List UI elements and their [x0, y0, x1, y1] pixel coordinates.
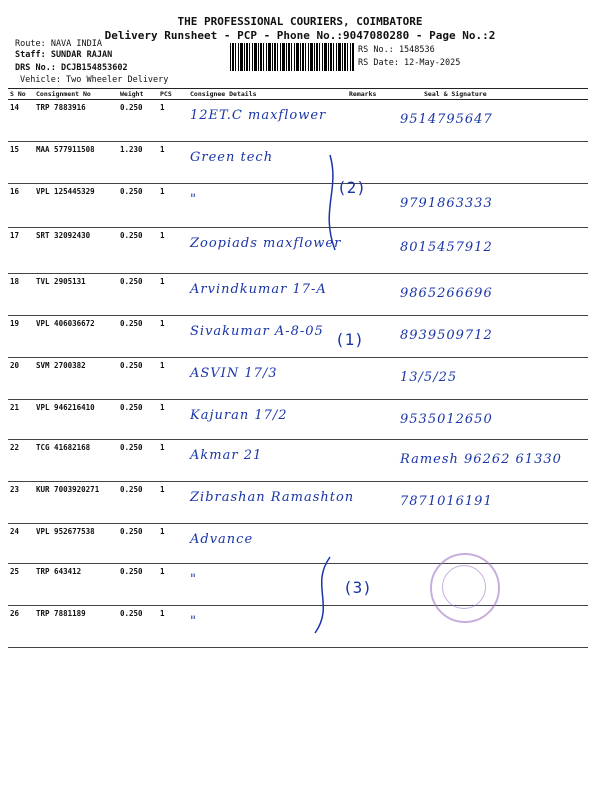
cell-sno: 17 — [8, 228, 34, 274]
cell-sno: 20 — [8, 358, 34, 400]
cell-remarks — [347, 524, 406, 564]
cell-weight: 1.230 — [118, 142, 158, 184]
handwritten-signature: 7871016191 — [400, 494, 493, 509]
cell-pcs: 1 — [158, 524, 188, 564]
cell-weight: 0.250 — [118, 482, 158, 524]
drs-label: DRS No.: DCJB154853602 — [15, 63, 128, 73]
cell-pcs: 1 — [158, 100, 188, 142]
cell-consignment: VPL 946216410 — [34, 400, 118, 440]
handwritten-consignee: Zibrashan Ramashton — [190, 490, 355, 505]
handwritten-consignee: Advance — [190, 532, 254, 547]
cell-remarks — [347, 482, 406, 524]
table-header-row — [8, 89, 588, 100]
cell-sno: 18 — [8, 274, 34, 316]
cell-pcs: 1 — [158, 274, 188, 316]
staff-label: Staff: SUNDAR RAJAN — [15, 50, 113, 60]
cell-weight: 0.250 — [118, 440, 158, 482]
handwritten-consignee: Kajuran 17/2 — [190, 408, 288, 423]
cell-remarks — [347, 100, 406, 142]
cell-consignment: VPL 125445329 — [34, 184, 118, 228]
remark-circle-b: (1) — [335, 330, 364, 349]
handwritten-signature: 9514795647 — [400, 112, 493, 127]
cell-signature — [406, 606, 588, 648]
handwritten-consignee: " — [190, 192, 197, 207]
col-remarks: Remarks — [347, 89, 406, 100]
table-row — [8, 564, 588, 606]
office-seal-stamp — [430, 553, 500, 623]
handwritten-consignee: Sivakumar A-8-05 — [190, 324, 324, 339]
document-subtitle: Delivery Runsheet - PCP - Phone No.:9047080280 - Page No.:2 — [104, 29, 496, 42]
handwritten-signature: 9791863333 — [400, 196, 493, 211]
col-sno: S No — [8, 89, 34, 100]
table-row — [8, 142, 588, 184]
cell-pcs: 1 — [158, 316, 188, 358]
cell-remarks — [347, 274, 406, 316]
cell-weight: 0.250 — [118, 358, 158, 400]
cell-pcs: 1 — [158, 184, 188, 228]
handwritten-signature: 8015457912 — [400, 240, 493, 255]
col-signature: Seal & Signature — [406, 89, 588, 100]
cell-pcs: 1 — [158, 606, 188, 648]
handwritten-consignee: ASVIN 17/3 — [190, 366, 278, 381]
handwritten-consignee: Arvindkumar 17-A — [190, 282, 327, 297]
cell-consignment: SRT 32092430 — [34, 228, 118, 274]
cell-sno: 16 — [8, 184, 34, 228]
cell-sno: 25 — [8, 564, 34, 606]
handwritten-consignee: Akmar 21 — [190, 448, 263, 463]
cell-consignment: TRP 7883916 — [34, 100, 118, 142]
handwritten-signature: Ramesh 96262 61330 — [400, 452, 562, 467]
col-consignee: Consignee Details — [188, 89, 347, 100]
handwritten-signature: 13/5/25 — [400, 370, 458, 385]
cell-consignment: KUR 7003920271 — [34, 482, 118, 524]
cell-consignment: TRP 7881189 — [34, 606, 118, 648]
cell-weight: 0.250 — [118, 564, 158, 606]
cell-consignment: VPL 406036672 — [34, 316, 118, 358]
col-consignment: Consignment No — [34, 89, 118, 100]
cell-pcs: 1 — [158, 400, 188, 440]
cell-pcs: 1 — [158, 142, 188, 184]
cell-signature — [406, 142, 588, 184]
cell-sno: 24 — [8, 524, 34, 564]
bracket-mark-a — [300, 150, 340, 260]
handwritten-consignee: Green tech — [190, 150, 274, 165]
cell-pcs: 1 — [158, 482, 188, 524]
rs-number: RS No.: 1548536 — [358, 45, 435, 55]
cell-consignment: MAA 577911508 — [34, 142, 118, 184]
table-row — [8, 400, 588, 440]
handwritten-consignee: " — [190, 572, 197, 587]
cell-remarks — [347, 606, 406, 648]
cell-remarks — [347, 358, 406, 400]
rs-info — [358, 44, 460, 70]
cell-weight: 0.250 — [118, 274, 158, 316]
cell-sno: 22 — [8, 440, 34, 482]
cell-sno: 19 — [8, 316, 34, 358]
cell-weight: 0.250 — [118, 100, 158, 142]
rs-date: RS Date: 12-May-2025 — [358, 58, 461, 68]
cell-sno: 21 — [8, 400, 34, 440]
cell-weight: 0.250 — [118, 184, 158, 228]
cell-weight: 0.250 — [118, 606, 158, 648]
cell-weight: 0.250 — [118, 400, 158, 440]
bracket-mark-c — [305, 555, 345, 635]
cell-weight: 0.250 — [118, 524, 158, 564]
handwritten-signature: 9865266696 — [400, 286, 493, 301]
handwritten-consignee: " — [190, 614, 197, 629]
cell-weight: 0.250 — [118, 228, 158, 274]
cell-pcs: 1 — [158, 228, 188, 274]
handwritten-consignee: 12ET.C maxflower — [190, 108, 327, 123]
cell-sno: 14 — [8, 100, 34, 142]
table-row — [8, 358, 588, 400]
runsheet-table — [8, 88, 588, 648]
cell-remarks — [347, 400, 406, 440]
table-row — [8, 524, 588, 564]
cell-consignment: SVM 2700382 — [34, 358, 118, 400]
cell-consignment: TRP 643412 — [34, 564, 118, 606]
cell-weight: 0.250 — [118, 316, 158, 358]
handwritten-signature: 8939509712 — [400, 328, 493, 343]
cell-remarks — [347, 440, 406, 482]
handwritten-consignee: Zoopiads maxflower — [190, 236, 342, 251]
table-row — [8, 184, 588, 228]
cell-pcs: 1 — [158, 440, 188, 482]
cell-consignment: TCG 41682168 — [34, 440, 118, 482]
vehicle-label: Vehicle: Two Wheeler Delivery — [20, 75, 169, 85]
cell-sno: 15 — [8, 142, 34, 184]
remark-circle-c: (3) — [343, 578, 372, 597]
cell-sno: 23 — [8, 482, 34, 524]
remark-circle-a: (2) — [337, 178, 366, 197]
cell-signature — [406, 524, 588, 564]
col-weight: Weight — [118, 89, 158, 100]
cell-consignment: VPL 952677538 — [34, 524, 118, 564]
cell-remarks — [347, 228, 406, 274]
col-pcs: PCS — [158, 89, 188, 100]
handwritten-signature: 9535012650 — [400, 412, 493, 427]
table-row — [8, 606, 588, 648]
cell-pcs: 1 — [158, 358, 188, 400]
cell-consignment: TVL 2905131 — [34, 274, 118, 316]
document-title: THE PROFESSIONAL COURIERS, COIMBATORE — [177, 15, 423, 28]
cell-pcs: 1 — [158, 564, 188, 606]
route-label: Route: NAVA INDIA — [15, 39, 102, 49]
cell-sno: 26 — [8, 606, 34, 648]
barcode — [230, 43, 354, 71]
